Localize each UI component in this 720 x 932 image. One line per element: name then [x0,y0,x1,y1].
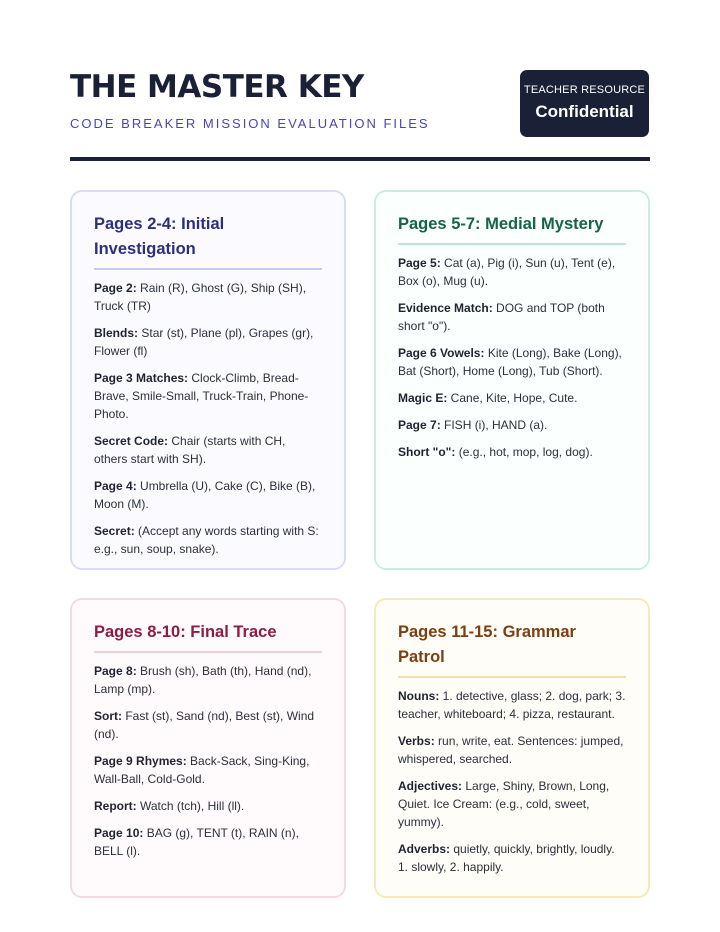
card-title: Pages 5-7: Medial Mystery [398,212,626,245]
answer-text: run, write, eat. Sentences: jumped, whispered, searched. [398,734,624,766]
answer-label: Page 10: [94,826,144,840]
badge-status: Confidential [535,102,634,121]
answer-text: Large, Shiny, Brown, Long, Quiet. Ice Cream: (e.g., cold, sweet, yummy). [398,779,610,829]
answer-text: DOG and TOP (both short "o"). [398,301,605,333]
answer-item [398,777,626,831]
card-initial-investigation [70,190,346,570]
answer-label: Page 8: [94,664,137,678]
answer-item [398,389,626,407]
answer-item [398,254,626,290]
answer-item [94,824,322,860]
answer-text: 1. detective, glass; 2. dog, park; 3. teacher, whiteboard; 4. pizza, restaurant. [398,689,626,721]
page-title: THE MASTER KEY [70,69,364,105]
answer-label: Sort: [94,709,122,723]
answer-text: Cat (a), Pig (i), Sun (u), Tent (e), Box (o), Mug (u). [398,256,616,288]
answer-item [398,840,626,876]
answer-item [94,752,322,788]
answer-text: Kite (Long), Bake (Long), Bat (Short), Home (Long), Tub (Short). [398,346,622,378]
answer-label: Page 3 Matches: [94,371,189,385]
answer-label: Evidence Match: [398,301,493,315]
answer-text: Watch (tch), Hill (ll). [136,799,245,813]
answer-text: FISH (i), HAND (a). [440,418,548,432]
answer-text: Chair (starts with CH, others start with SH). [94,434,286,466]
answer-label: Verbs: [398,734,435,748]
answer-label: Adjectives: [398,779,463,793]
answer-item [398,732,626,768]
answer-label: Page 5: [398,256,441,270]
header-divider [70,157,650,161]
answer-text: Brush (sh), Bath (th), Hand (nd), Lamp (mp). [94,664,312,696]
card-title: Pages 11-15: Grammar Patrol [398,620,626,678]
card-final-trace [70,598,346,898]
answer-text: quietly, quickly, brightly, loudly. 1. slowly, 2. happily. [398,842,615,874]
answer-item [94,324,322,360]
answer-label: Page 9 Rhymes: [94,754,187,768]
answer-item [94,662,322,698]
card-title: Pages 8-10: Final Trace [94,620,322,653]
answer-text: Star (st), Plane (pl), Grapes (gr), Flower (fl) [94,326,314,358]
answer-item [398,344,626,380]
answer-label: Page 6 Vowels: [398,346,485,360]
answer-label: Adverbs: [398,842,451,856]
answer-item [398,687,626,723]
answer-label: Page 2: [94,281,137,295]
answer-item [398,416,626,434]
answer-label: Secret Code: [94,434,169,448]
answer-label: Page 4: [94,479,137,493]
answer-label: Secret: [94,524,135,538]
answer-label: Blends: [94,326,139,340]
answer-label: Short "o": [398,445,456,459]
answer-item [94,477,322,513]
answer-item [94,522,322,558]
answer-label: Page 7: [398,418,441,432]
page-subtitle: CODE BREAKER MISSION EVALUATION FILES [70,116,430,131]
answer-text: (e.g., hot, mop, log, dog). [455,445,593,459]
answer-text: Clock-Climb, Bread-Brave, Smile-Small, Truck-Train, Phone-Photo. [94,371,309,421]
answer-label: Nouns: [398,689,440,703]
answer-text: BAG (g), TENT (t), RAIN (n), BELL (l). [94,826,299,858]
answer-item [398,299,626,335]
answer-label: Report: [94,799,137,813]
answer-item [94,707,322,743]
teacher-resource-badge [520,70,649,137]
answer-text: Rain (R), Ghost (G), Ship (SH), Truck (TR) [94,281,307,313]
answer-text: Umbrella (U), Cake (C), Bike (B), Moon (M). [94,479,316,511]
answer-item [94,432,322,468]
answer-item [94,369,322,423]
card-title: Pages 2-4: Initial Investigation [94,212,322,270]
answer-label: Magic E: [398,391,448,405]
badge-label: TEACHER RESOURCE [523,84,646,96]
answer-text: Back-Sack, Sing-King, Wall-Ball, Cold-Gold. [94,754,310,786]
answer-item [94,797,322,815]
answer-text: (Accept any words starting with S: e.g., sun, soup, snake). [94,524,319,556]
answer-item [398,443,626,461]
answer-text: Fast (st), Sand (nd), Best (st), Wind (nd). [94,709,315,741]
card-medial-mystery [374,190,650,570]
card-grammar-patrol [374,598,650,898]
answer-text: Cane, Kite, Hope, Cute. [447,391,578,405]
answer-item [94,279,322,315]
